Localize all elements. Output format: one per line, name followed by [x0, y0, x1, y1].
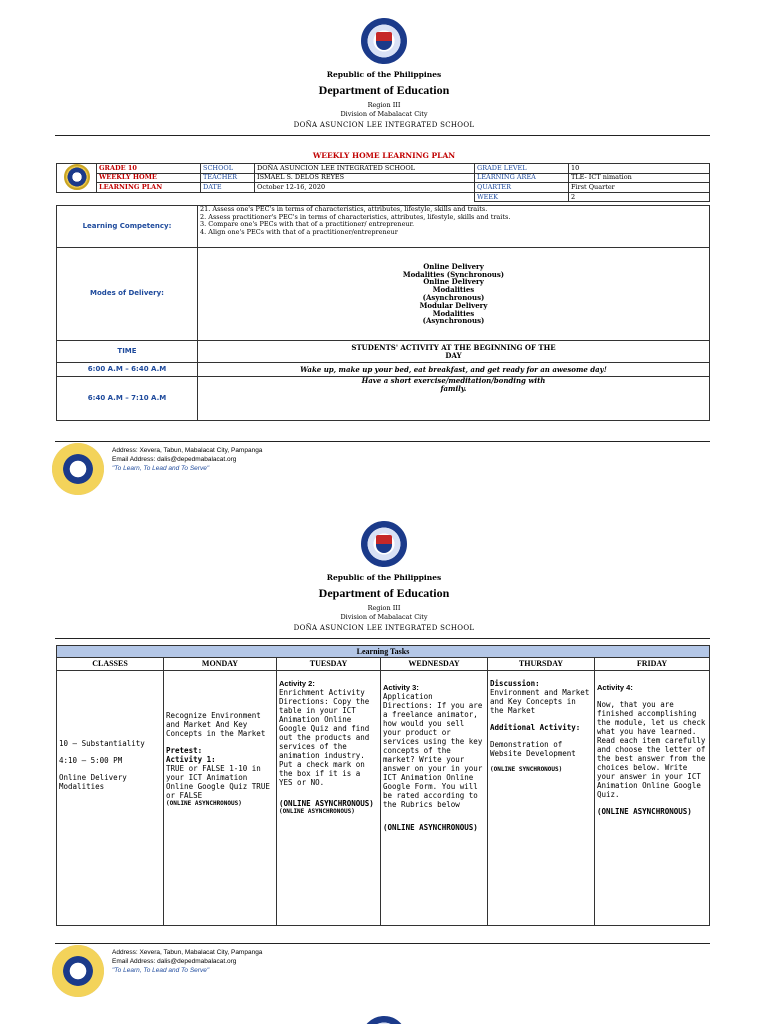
thursday-discussion: Discussion:	[490, 679, 540, 688]
monday-cell	[164, 671, 277, 926]
footer-text	[112, 447, 262, 473]
class-time: 4:10 – 5:00 PM	[59, 756, 123, 765]
header-divider	[55, 135, 710, 136]
wednesday-cell	[381, 671, 488, 926]
date-value: October 12-16, 2020	[255, 183, 475, 193]
region-text: Region III	[367, 604, 401, 612]
schedule-activity	[198, 377, 710, 421]
mode-line: (Asynchronous)	[422, 316, 485, 326]
monday-activity: Activity 1:	[166, 755, 216, 764]
whlp-main-table	[56, 205, 710, 421]
republic-heading: Republic of the Philippines	[326, 573, 442, 582]
friday-mode: (ONLINE ASYNCHRONOUS)	[597, 807, 692, 816]
modes-label: Modes of Delivery:	[57, 248, 198, 341]
whlp-title: WEEKLY HOME LEARNING PLAN	[312, 151, 456, 160]
tuesday-mode: (ONLINE ASYNCHRONOUS)	[279, 799, 374, 808]
wednesday-activity: Activity 3:	[383, 683, 419, 692]
day-header-monday: MONDAY	[164, 658, 277, 671]
whlp-info-table	[56, 163, 710, 202]
monday-topic: Recognize Environment and Market And Key Concepts in the Market	[166, 711, 266, 738]
schedule-time: 6:00 A.M – 6:40 A.M	[57, 363, 198, 377]
region-text: Region III	[367, 101, 401, 109]
school-heading: DOÑA ASUNCION LEE INTEGRATED SCHOOL	[293, 121, 475, 129]
day-header-friday: FRIDAY	[595, 658, 710, 671]
competency-item: 21. Assess one's PEC's in terms of characteristics, attributes, lifestyle, skills and traits.	[200, 205, 488, 213]
wednesday-mode: (ONLINE ASYNCHRONOUS)	[383, 823, 478, 832]
footer-address: Address: Xevera, Tabun, Mabalacat City, Pampanga	[112, 447, 263, 454]
mode-line: (Asynchronous)	[422, 293, 485, 302]
day-header-classes: CLASSES	[57, 658, 164, 671]
learning-tasks-table	[56, 645, 710, 926]
division-text: Division of Mabalacat City	[340, 613, 428, 621]
quarter-label: QUARTER	[475, 183, 569, 193]
footer-email: Email Address: dalis@depedmabalacat.org	[112, 455, 237, 463]
thursday-cell	[488, 671, 595, 926]
quarter-value: First Quarter	[569, 183, 710, 193]
wednesday-body: Application Directions: If you are a freelance animator, how would you sell your product or services using the key concepts of the market? Write your answer on your in your ICT Animation Online Google Form. You will be rated according to the Rubrics below	[383, 692, 483, 809]
teacher-value: ISMAEL S. DELOS REYES	[255, 173, 475, 183]
deped-seal-logo	[361, 1016, 407, 1024]
friday-activity: Activity 4:	[597, 683, 633, 692]
grade-level-value: 10	[569, 164, 710, 174]
competency-item: 3. Compare one's PECs with that of a practitioner/ entrepreneur.	[200, 220, 415, 229]
learning-tasks-title: Learning Tasks	[57, 646, 710, 658]
info-blank-cell	[57, 193, 475, 202]
thursday-mode: (ONLINE SYNCHRONOUS)	[490, 766, 563, 773]
competency-item: 4. Align one's PECs with that of a practitioner/entrepreneur	[200, 227, 398, 236]
competency-item: 2. Assess practitioner's PEC's in terms of characteristics, attributes, lifestyle, skills and traits.	[200, 212, 511, 221]
activity-header-line: DAY	[445, 350, 462, 360]
monday-mode: (ONLINE ASYNCHRONOUS)	[166, 800, 242, 807]
competency-list	[198, 206, 710, 248]
footer-email: Email Address: dalis@depedmabalacat.org	[112, 957, 237, 965]
footer-divider	[55, 441, 710, 442]
tuesday-body: Enrichment Activity Directions: Copy the table in your ICT Animation Online Google Quiz and find out the products and services of the animation industry. Put a check mark on the box if it is a YES or NO.	[279, 688, 370, 787]
date-label: DATE	[201, 183, 255, 193]
schedule-activity-line: Have a short exercise/meditation/bonding with	[361, 376, 546, 385]
deped-seal-logo	[361, 521, 407, 567]
school-seal-icon	[64, 164, 90, 190]
learning-plan-label: LEARNING PLAN	[97, 183, 201, 193]
footer-divider	[55, 943, 710, 944]
class-modality: Modalities	[59, 782, 105, 791]
footer-motto: "To Learn, To Lead and To Serve"	[112, 966, 210, 974]
thursday-body2: Demonstration of Website Development	[490, 740, 576, 758]
learning-area-label: LEARNING AREA	[475, 173, 569, 183]
mode-line: Modalities	[432, 308, 475, 318]
tuesday-cell	[277, 671, 381, 926]
activity-header-line: STUDENTS' ACTIVITY AT THE BEGINNING OF THE	[351, 342, 556, 352]
deped-seal-logo	[361, 18, 407, 64]
mode-line: Modular Delivery	[419, 300, 488, 310]
grade-label: GRADE 10	[97, 164, 201, 174]
competency-label: Learning Competency:	[57, 206, 198, 248]
classes-cell	[57, 671, 164, 926]
week-value: 2	[569, 193, 710, 202]
tuesday-activity: Activity 2:	[279, 679, 315, 688]
schedule-time: 6:40 A.M – 7:10 A.M	[57, 377, 198, 421]
weekly-home-label: WEEKLY HOME	[97, 173, 201, 183]
monday-body: TRUE or FALSE 1-10 in your ICT Animation Online Google Quiz TRUE or FALSE	[166, 764, 270, 800]
teacher-label: TEACHER	[201, 173, 255, 183]
mode-line: Online Delivery	[423, 277, 484, 287]
friday-cell	[595, 671, 710, 926]
thursday-additional: Additional Activity:	[490, 723, 581, 732]
tuesday-mode-small: (ONLINE ASYNCHRONOUS)	[279, 808, 355, 815]
republic-heading: Republic of the Philippines	[326, 70, 442, 79]
school-footer-logo	[52, 443, 104, 495]
week-label: WEEK	[475, 193, 569, 202]
header-divider	[55, 638, 710, 639]
time-header: TIME	[57, 341, 198, 363]
school-value: DOÑA ASUNCION LEE INTEGRATED SCHOOL	[255, 164, 475, 174]
school-label: SCHOOL	[201, 164, 255, 174]
grade-level-label: GRADE LEVEL	[475, 164, 569, 174]
school-heading: DOÑA ASUNCION LEE INTEGRATED SCHOOL	[293, 624, 475, 632]
department-heading: Department of Education	[318, 83, 450, 97]
footer-address: Address: Xevera, Tabun, Mabalacat City, Pampanga	[112, 949, 263, 956]
class-modality: Online Delivery	[59, 773, 127, 782]
mode-line: Modalities (Synchronous)	[402, 269, 505, 279]
friday-body: Now, that you are finished accomplishing the module, let us check what you have learned. Read each item carefully and choose the letter of the best answer from the choices below. Write your answer in your ICT Animation Online Google Quiz.	[597, 700, 706, 799]
mode-line: Online Delivery	[423, 261, 484, 271]
thursday-body: Environment and Market and Key Concepts in the Market	[490, 688, 590, 715]
day-header-thursday: THURSDAY	[488, 658, 595, 671]
schedule-activity: Wake up, make up your bed, eat breakfast, and get ready for an awesome day!	[198, 363, 710, 377]
day-header-wednesday: WEDNESDAY	[381, 658, 488, 671]
learning-area-value: TLE- ICT nimation	[569, 173, 710, 183]
school-footer-logo	[52, 945, 104, 997]
mode-line: Modalities	[432, 285, 475, 295]
department-heading: Department of Education	[318, 586, 450, 600]
footer-motto: "To Learn, To Lead and To Serve"	[112, 464, 210, 472]
school-logo-cell	[57, 164, 97, 193]
class-name: 10 – Substantiality	[59, 739, 145, 748]
monday-pretest: Pretest:	[166, 746, 203, 755]
activity-header	[198, 341, 710, 363]
day-header-tuesday: TUESDAY	[277, 658, 381, 671]
modes-list	[198, 248, 710, 341]
footer-text	[112, 949, 262, 975]
schedule-activity-line: family.	[440, 383, 467, 393]
division-text: Division of Mabalacat City	[340, 110, 428, 118]
